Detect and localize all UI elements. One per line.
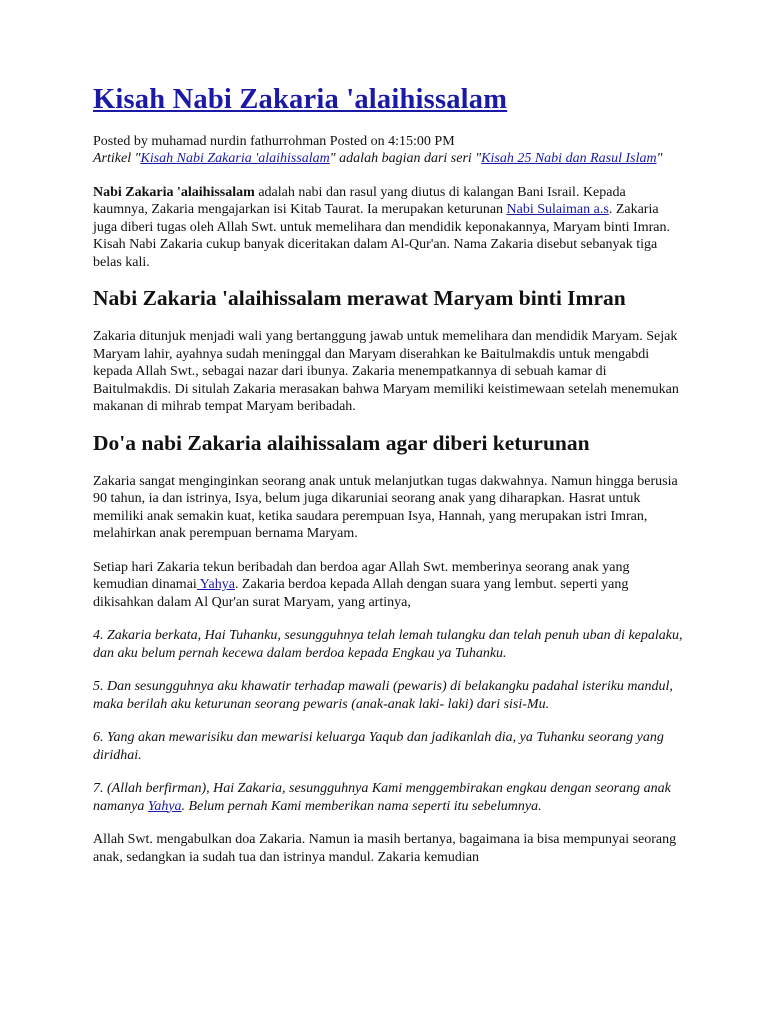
article-self-link[interactable]: Kisah Nabi Zakaria 'alaihissalam	[140, 151, 330, 167]
section1-heading: Nabi Zakaria 'alaihissalam merawat Maryam binti Imran	[93, 286, 626, 311]
series-suffix: "	[656, 151, 663, 167]
intro-bold-name: Nabi Zakaria 'alaihissalam	[93, 184, 255, 200]
verse-5: 5. Dan sesungguhnya aku khawatir terhadap mawali (pewaris) di belakangku padahal isteriku mandul, maka berilah aku keturunan seorang pewaris (anak-anak laki- laki) dari sisi-Mu.	[93, 679, 673, 712]
title-link[interactable]: Kisah Nabi Zakaria 'alaihissalam	[93, 84, 508, 115]
intro-paragraph	[93, 184, 683, 272]
paragraph2-text-after: . Zakaria berdoa kepada Allah dengan suara yang lembut. seperti yang dikisahkan dalam Al Qur'an surat Maryam, yang artinya,	[93, 577, 629, 610]
page-title	[93, 84, 683, 117]
author-name: muhamad nurdin fathurrohman	[151, 133, 327, 149]
intro-text-2: . Zakaria juga diberi tugas oleh Allah Swt. untuk memelihara dan mendidik keponakannya, Maryam binti Imran. Kisah Nabi Zakaria cukup banyak diceritakan dalam Al-Qur'an. Nama Zakaria disebut sebanyak tiga belas kali.	[93, 202, 670, 270]
section1-paragraph: Zakaria ditunjuk menjadi wali yang bertanggung jawab untuk memelihara dan mendidik Maryam. Sejak Maryam lahir, ayahnya sudah meninggal dan Maryam diserahkan ke Baitulmakdis untuk mengabdi kepada Allah Swt., sebagai nazar dari ibunya. Zakaria menempatkannya di sebuah kamar di Baitulmakdis. Di situlah Zakaria merasakan bahwa Maryam memiliki keistimewaan setelah menemukan makanan di mihrab tempat Maryam beribadah.	[93, 329, 679, 415]
verse7-text-before: 7. (Allah berfirman), Hai Zakaria, sesungguhnya Kami menggembirakan engkau dengan seorang anak namanya	[93, 781, 671, 814]
section2-paragraph-1: Zakaria sangat menginginkan seorang anak untuk melanjutkan tugas dakwahnya. Namun hingga berusia 90 tahun, ia dan istrinya, Isya, belum juga dikaruniai seorang anak yang diharapkan. Hasrat untuk memiliki anak semakin kuat, ketika saudara perempuan Isya, Hannah, yang merupakan istri Imran, melahirkan anak perempuan bernama Maryam.	[93, 473, 678, 542]
intro-text-1: adalah nabi dan rasul yang diutus di kalangan Bani Israil. Kepada kaumnya, Zakaria mengajarkan isi Kitab Taurat. Ia merupakan keturunan	[93, 184, 626, 218]
nabi-sulaiman-link[interactable]: Nabi Sulaiman a.s	[506, 202, 609, 218]
post-time: 4:15:00 PM	[388, 133, 455, 149]
verse-7	[93, 780, 683, 815]
verse7-yahya-link[interactable]: Yahya	[147, 798, 182, 814]
series-middle: " adalah bagian dari seri "	[329, 151, 482, 167]
series-link[interactable]: Kisah 25 Nabi dan Rasul Islam	[481, 151, 657, 167]
yahya-link[interactable]: Yahya	[196, 577, 235, 593]
closing-paragraph: Allah Swt. mengabulkan doa Zakaria. Namun ia masih bertanya, bagaimana ia bisa mempunyai seorang anak, sedangkan ia sudah tua dan istrinya mandul. Zakaria kemudian	[93, 832, 677, 865]
paragraph2-text-before: Setiap hari Zakaria tekun beribadah dan berdoa agar Allah Swt. memberinya seorang anak yang kemudian dinamai	[93, 559, 630, 593]
post-meta	[93, 133, 683, 151]
series-prefix: Artikel "	[93, 151, 141, 167]
section2-paragraph-2	[93, 559, 683, 612]
verse-6: 6. Yang akan mewarisiku dan mewarisi keluarga Yaqub dan jadikanlah dia, ya Tuhanku seorang yang diridhai.	[93, 730, 664, 763]
verse-4: 4. Zakaria berkata, Hai Tuhanku, sesungguhnya telah lemah tulangku dan telah penuh uban di kepalaku, dan aku belum pernah kecewa dalam berdoa kepada Engkau ya Tuhanku.	[93, 628, 683, 661]
posted-on-label: Posted on	[329, 133, 385, 149]
section2-heading: Do'a nabi Zakaria alaihissalam agar diberi keturunan	[93, 430, 590, 455]
article-page	[93, 84, 683, 866]
verse7-text-after: . Belum pernah Kami memberikan nama seperti itu sebelumnya.	[181, 798, 542, 814]
posted-by-label: Posted by	[93, 133, 148, 149]
series-line	[93, 150, 683, 168]
